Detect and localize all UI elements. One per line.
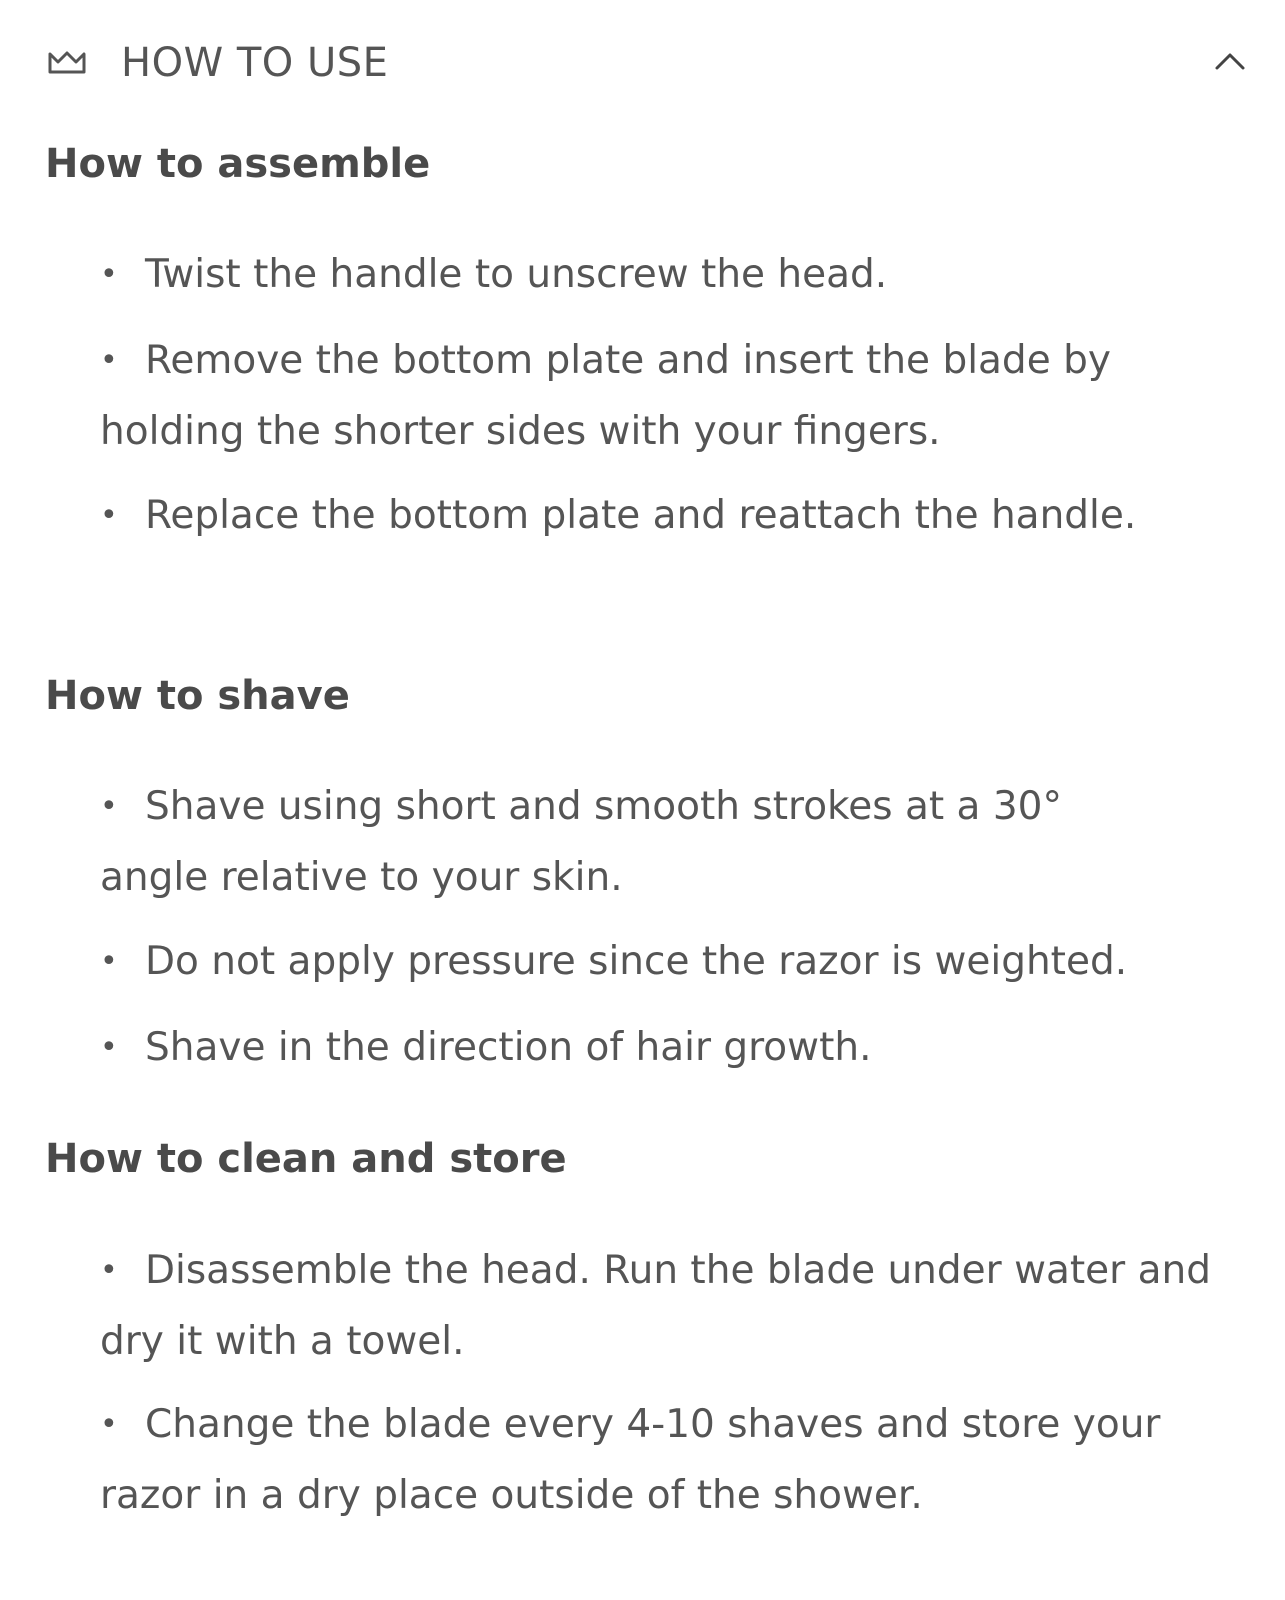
bullet-icon: •	[100, 343, 118, 378]
bullet-icon: •	[100, 498, 118, 533]
list-item: • Shave in the direction of hair growth.	[100, 1012, 1260, 1083]
crown-icon	[47, 48, 87, 78]
chevron-up-icon[interactable]	[1213, 50, 1247, 72]
bullet-icon: •	[100, 1253, 118, 1288]
list-item: • Change the blade every 4-10 shaves and store your razor in a dry place outside of the shower.	[100, 1389, 1260, 1531]
section-heading-clean-store: How to clean and store	[45, 1136, 567, 1182]
bullet-icon: •	[100, 789, 118, 824]
list-item: • Disassemble the head. Run the blade under water and dry it with a towel.	[100, 1235, 1260, 1377]
list-item: • Twist the handle to unscrew the head.	[100, 239, 1260, 310]
accordion-title: HOW TO USE	[121, 40, 389, 86]
list-item: • Remove the bottom plate and insert the blade by holding the shorter sides with your fingers.	[100, 325, 1260, 467]
list-item: • Shave using short and smooth strokes at a 30° angle relative to your skin.	[100, 771, 1140, 913]
list-item: • Replace the bottom plate and reattach the handle.	[100, 480, 1260, 551]
bullet-icon: •	[100, 944, 118, 979]
bullet-icon: •	[100, 1030, 118, 1065]
list-item: • Do not apply pressure since the razor is weighted.	[100, 926, 1260, 997]
section-heading-assemble: How to assemble	[45, 141, 431, 187]
section-heading-shave: How to shave	[45, 673, 350, 719]
bullet-icon: •	[100, 1407, 118, 1442]
bullet-icon: •	[100, 257, 118, 292]
how-to-use-accordion-header[interactable]	[0, 0, 1285, 125]
